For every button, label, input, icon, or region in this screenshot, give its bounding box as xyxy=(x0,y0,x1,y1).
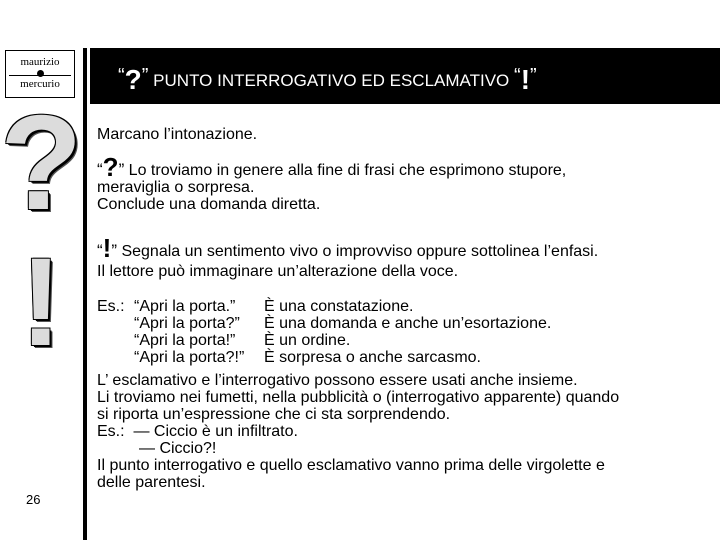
intro-text: Marcano l’intonazione. xyxy=(97,126,258,143)
logo-line-2: mercurio xyxy=(20,78,60,90)
page-title: “?” PUNTO INTERROGATIVO ED ESCLAMATIVO “!” xyxy=(118,64,537,95)
question-line-2: meraviglia o sorpresa. xyxy=(97,179,255,196)
examples-prefix: Es.: xyxy=(97,298,125,315)
title-text: PUNTO INTERROGATIVO ED ESCLAMATIVO xyxy=(148,71,515,90)
examples-block xyxy=(97,298,712,366)
logo-line-1: maurizio xyxy=(20,56,60,68)
exclamation-paragraph: “!” Segnala un sentimento vivo o improvviso oppure sottolinea l’enfasi. xyxy=(97,233,599,263)
combined-line-2: Li troviamo nei fumetti, nella pubblicità o (interrogativo apparente) quando xyxy=(97,389,620,406)
example-row: “Apri la porta?!” È sorpresa o anche sarcasmo. xyxy=(134,349,481,366)
title-question-symbol: ? xyxy=(124,64,142,95)
slide-body xyxy=(97,126,712,491)
question-mark-graphic: ? xyxy=(0,87,83,238)
page-number: 26 xyxy=(26,492,41,507)
combined-block xyxy=(97,372,712,491)
example-row: Es.: “Apri la porta.” È una constatazione. xyxy=(97,298,414,315)
exclamation-mark-graphic: ! xyxy=(20,233,62,372)
vertical-divider xyxy=(83,48,87,540)
combined-example-2: — Ciccio?! xyxy=(139,440,217,457)
question-line-3: Conclude una domanda diretta. xyxy=(97,196,321,213)
example-row: “Apri la porta!” È un ordine. xyxy=(134,332,351,349)
rule-line-1: Il punto interrogativo e quello esclamativo vanno prima delle virgolette e xyxy=(97,457,605,474)
combined-line-3: si riporta un’espressione che ci sta sorprendendo. xyxy=(97,406,451,423)
exclamation-line-2: Il lettore può immaginare un’alterazione della voce. xyxy=(97,263,459,280)
exclamation-symbol: ! xyxy=(102,233,112,263)
question-paragraph: “?” Lo troviamo in genere alla fine di frasi che esprimono stupore, xyxy=(97,152,567,182)
combined-example-1: Es.: — Ciccio è un infiltrato. xyxy=(97,423,298,440)
example-row: “Apri la porta?” È una domanda e anche un’esortazione. xyxy=(134,315,552,332)
question-symbol: ? xyxy=(102,152,119,182)
title-bar xyxy=(90,48,720,104)
title-exclamation-symbol: ! xyxy=(520,64,531,95)
combined-line-1: L’ esclamativo e l’interrogativo possono essere usati anche insieme. xyxy=(97,372,578,389)
rule-line-2: delle parentesi. xyxy=(97,474,206,491)
logo-divider xyxy=(9,75,71,76)
